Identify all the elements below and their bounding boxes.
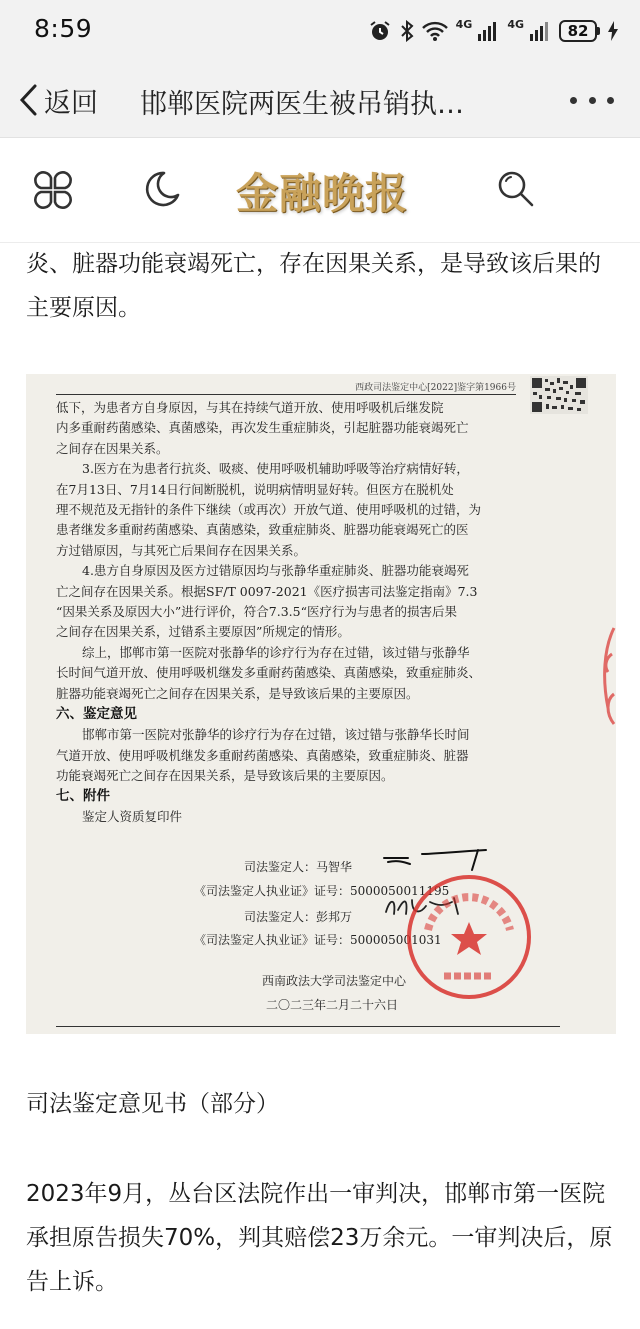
document-line: 气道开放、使用呼吸机继发多重耐药菌感染、真菌感染，致重症肺炎、脏器 — [56, 747, 469, 763]
document-section-heading: 七、附件 — [56, 788, 110, 805]
search-button[interactable] — [494, 167, 538, 211]
document-line: 4.患方自身原因及医方过错原因均与张静华重症肺炎、脏器功能衰竭死 — [82, 563, 469, 579]
image-caption: 司法鉴定意见书（部分） — [26, 1091, 279, 1117]
appraiser-2-cert: 《司法鉴定人执业证》证号：500005001031 — [194, 933, 442, 947]
document-image[interactable] — [26, 374, 616, 1034]
article-paragraph: 炎、脏器功能衰竭死亡，存在因果关系，是导致该后果的主要原因。 — [26, 251, 601, 321]
battery-level: 82 — [559, 20, 597, 42]
status-bar — [0, 0, 640, 62]
document-body — [56, 398, 596, 828]
document-line: 长时间气道开放、使用呼吸机继发多重耐药菌感染、真菌感染，致重症肺炎、 — [56, 665, 482, 681]
document-line: 功能衰竭死亡之间存在因果关系，是导致该后果的主要原因。 — [56, 767, 394, 783]
network-label: 4G — [455, 18, 473, 31]
more-button[interactable] — [570, 84, 614, 116]
brand-bar — [0, 139, 640, 243]
document-line: 之间存在因果关系，过错系主要原因”所规定的情形。 — [56, 624, 350, 640]
document-line: 理不规范及无指针的条件下继续（或再次）开放气道、使用呼吸机的过错，为 — [56, 502, 482, 518]
document-bottom-rule — [56, 1026, 560, 1027]
back-button[interactable] — [18, 80, 98, 120]
document-line: 鉴定人资质复印件 — [82, 809, 183, 825]
bluetooth-icon — [400, 18, 414, 44]
article-paragraph: 2023年9月，丛台区法院作出一审判决，邯郸市第一医院承担原告损失70%，判其赔偿23万余元。一审判决后，原告上诉。 — [26, 1181, 613, 1295]
signature-1 — [382, 848, 492, 872]
document-line: 内多重耐药菌感染、真菌感染，再次发生重症肺炎，引起脏器功能衰竭死亡 — [56, 420, 469, 436]
network-label: 4G — [507, 18, 524, 31]
chevron-left-icon — [18, 83, 38, 117]
document-line: 在7月13日、7月14日行间断脱机，说明病情明显好转。但医方在脱机处 — [56, 481, 454, 497]
more-dot-icon — [589, 97, 596, 104]
status-time: 8:59 — [34, 14, 93, 43]
search-icon — [494, 167, 538, 211]
alarm-icon — [368, 18, 392, 44]
seam-stamp-icon — [594, 624, 616, 744]
document-line: 患者继发多重耐药菌感染、真菌感染，致重症肺炎、脏器功能衰竭死亡的医 — [56, 522, 469, 538]
signal-icon — [529, 18, 551, 44]
document-line: 低下，为患者方自身原因，与其在持续气道开放、使用呼吸机后继发院 — [56, 400, 444, 415]
document-line: 邯郸市第一医院对张静华的诊疗行为存在过错，该过错与张静华长时间 — [82, 727, 470, 743]
nav-bar — [0, 62, 640, 138]
document-section-heading: 六、鉴定意见 — [56, 706, 137, 723]
appraiser-2: 司法鉴定人：彭邦万 — [244, 910, 353, 924]
document-line: 脏器功能衰竭死亡之间存在因果关系，是导致该后果的主要原因。 — [56, 685, 419, 701]
document-ref-number: 西政司法鉴定中心[2022]鉴字第1966号 — [355, 383, 516, 393]
grid-menu-icon — [30, 167, 76, 213]
document-line: 之间存在因果关系。 — [56, 440, 169, 456]
page-title: 邯郸医院两医生被吊销执… — [140, 89, 464, 120]
document-line: 综上，邯郸市第一医院对张静华的诊疗行为存在过错，该过错与张静华 — [82, 644, 470, 660]
wifi-icon — [422, 18, 448, 44]
appraiser-1-cert: 《司法鉴定人执业证》证号：5000050011195 — [194, 884, 450, 898]
institution-name: 西南政法大学司法鉴定中心 — [262, 974, 407, 988]
logo-text: 金融晚报 — [235, 169, 408, 218]
document-line: “因果关系及原因大小”进行评价，符合7.3.5“医疗行为与患者的损害后果 — [56, 604, 457, 620]
appraiser-1: 司法鉴定人：马智华 — [244, 860, 353, 874]
official-seal-icon — [404, 872, 534, 1002]
brand-logo — [228, 161, 416, 221]
signal-icon — [477, 18, 499, 44]
back-label: 返回 — [44, 87, 98, 119]
more-dot-icon — [607, 97, 614, 104]
charging-icon — [608, 18, 618, 44]
more-dot-icon — [570, 97, 577, 104]
document-rule — [56, 394, 516, 395]
menu-button[interactable] — [30, 167, 76, 213]
document-line: 3.医方在为患者行抗炎、吸痰、使用呼吸机辅助呼吸等治疗病情好转， — [82, 461, 469, 477]
status-icons — [368, 16, 618, 46]
document-line: 方过错原因，与其死亡后果间存在因果关系。 — [56, 542, 307, 558]
moon-icon — [140, 167, 184, 211]
document-date: 二〇二三年二月二十六日 — [266, 998, 399, 1012]
document-line: 亡之间存在因果关系。根据SF/T 0097-2021《医疗损害司法鉴定指南》7.3 — [56, 583, 478, 599]
battery-icon — [559, 20, 600, 42]
night-mode-button[interactable] — [140, 167, 184, 211]
